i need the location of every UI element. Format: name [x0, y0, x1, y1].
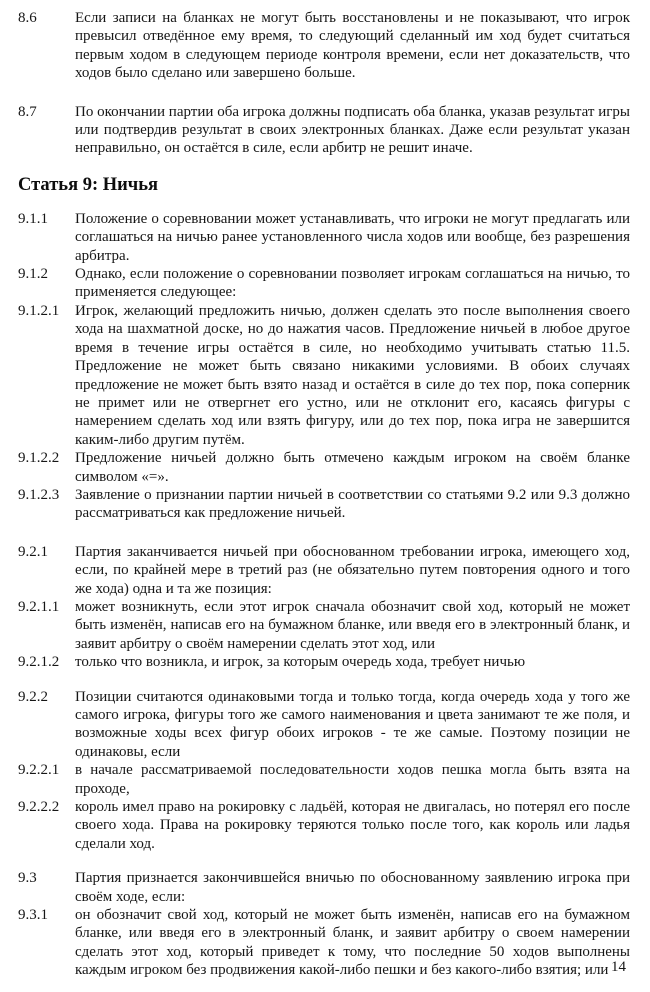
rule-text: Положение о соревновании может устанавливать, что игроки не могут предлагать или соглашаться на ничью ранее установленного числа ходов или вообще, без разрешения арбитра. — [75, 210, 630, 264]
rule-number: 9.3.1 — [18, 907, 48, 924]
rule-item-9-1-2-3 — [18, 486, 630, 523]
rule-number: 9.1.2.2 — [18, 450, 60, 467]
rule-text: По окончании партии оба игрока должны подписать оба бланка, указав результат игры или подтвердив результат в своих электронных бланках. Даже если результат указан неправильно, он остаётся в силе, если арбитр не решит иначе. — [75, 103, 630, 157]
rule-item-8-6 — [18, 9, 630, 83]
rule-text: Позиции считаются одинаковыми тогда и только тогда, когда очередь хода у того же самого игрока, фигуры того же самого наименования и цвета занимают те же поля, и возможные ходы всех фигур обоих игроков - те же самые. Поэтому позиции не одинаковы, если — [75, 688, 630, 760]
rule-number: 9.2.1 — [18, 543, 48, 560]
rule-text: Если записи на бланках не могут быть восстановлены и не показывают, что игрок превысил отведённое ему время, то следующий сделанный им ход будет считаться первым ходом в следующем периоде контроля времени, если нет доказательств, что ходов было сделано или завершено больше. — [75, 10, 630, 82]
rule-number: 9.2.1.1 — [18, 598, 60, 615]
rule-item-9-3-1 — [18, 906, 630, 980]
rule-item-9-2-2 — [18, 688, 630, 762]
rule-number: 9.1.2 — [18, 266, 48, 283]
rule-number: 9.1.2.1 — [18, 302, 60, 319]
rule-item-9-2-1 — [18, 543, 630, 598]
rule-item-9-1-2-1 — [18, 302, 630, 449]
rule-text: Партия признается закончившейся вничью по обоснованному заявлению игрока при своём ходе, если: — [75, 870, 630, 905]
rule-text: в начале рассматриваемой последовательности ходов пешка могла быть взята на проходе, — [75, 762, 630, 797]
rule-number: 9.3 — [18, 870, 37, 887]
rule-item-9-2-2-2 — [18, 798, 630, 853]
rule-text: Заявление о признании партии ничьей в соответствии со статьями 9.2 или 9.3 должно рассматриваться как предложение ничьей. — [75, 486, 630, 522]
page-number: 14 — [611, 959, 626, 975]
rule-item-9-3 — [18, 869, 630, 906]
rule-item-9-1-2 — [18, 265, 630, 302]
rule-text: Однако, если положение о соревновании позволяет игрокам соглашаться на ничью, то применяется следующее: — [75, 266, 630, 301]
rule-item-9-2-1-2 — [18, 653, 630, 671]
rule-text: только что возникла, и игрок, за которым очередь хода, требует ничью — [75, 654, 526, 671]
rule-text: Игрок, желающий предложить ничью, должен сделать это после выполнения своего хода на шахматной доске, но до нажатия часов. Предложение ничьей в любое другое время в течение игры остаётся в силе, но необходимо учитывать статью 11.5. Предложение не может быть связано никакими условиями. В обоих случаях предложение не может быть взято назад и остаётся в силе до тех пор, пока соперник не примет или не отвергнет его устно, или не отклонит его, касаясь фигуры с намерением сделать ход или взять фигуру, или до тех пор, пока игра не завершится каким-либо другим путём. — [75, 302, 630, 448]
rule-number: 9.2.2 — [18, 688, 48, 705]
rule-number: 9.2.2.2 — [18, 799, 60, 816]
rule-number: 9.2.2.1 — [18, 762, 60, 779]
rule-text: он обозначит свой ход, который не может быть изменён, написав его на бумажном бланке, или введя его в электронный бланк, и заявит арбитру о своем намерении сделать этот ход, который приведет к тому, что последние 50 ходов выполнены каждым игроком без продвижения какой-либо пешки и без какого-либо взятия; или — [75, 907, 630, 979]
rule-text: король имел право на рокировку с ладьёй, которая не двигалась, но потерял его после своего хода. Права на рокировку теряются только после того, как король или ладья сделали ход. — [75, 799, 630, 852]
rule-item-9-1-1 — [18, 210, 630, 265]
rule-number: 9.2.1.2 — [18, 654, 60, 671]
rule-text: может возникнуть, если этот игрок сначала обозначит свой ход, который не может быть изменён, написав его на бумажном бланке, или введя его в электронный бланк, и заявит арбитру о своём намерении сделать этот ход, или — [75, 598, 630, 652]
rule-item-9-1-2-2 — [18, 449, 630, 486]
rule-number: 9.1.1 — [18, 210, 48, 227]
rule-number: 8.6 — [18, 10, 37, 26]
rule-item-9-2-2-1 — [18, 761, 630, 798]
rule-number: 8.7 — [18, 103, 37, 120]
rule-number: 9.1.2.3 — [18, 486, 60, 503]
rule-text: Предложение ничьей должно быть отмечено каждым игроком на своём бланке символом «=». — [75, 450, 630, 485]
rule-text: Партия заканчивается ничьей при обоснованном требовании игрока, имеющего ход, если, по крайней мере в третий раз (не обязательно путем повторения одного и того же хода) одна и та же позиция: — [75, 543, 630, 597]
rule-item-9-2-1-1 — [18, 598, 630, 653]
rule-item-8-7 — [18, 103, 630, 158]
section-heading: Статья 9: Ничья — [18, 174, 159, 195]
